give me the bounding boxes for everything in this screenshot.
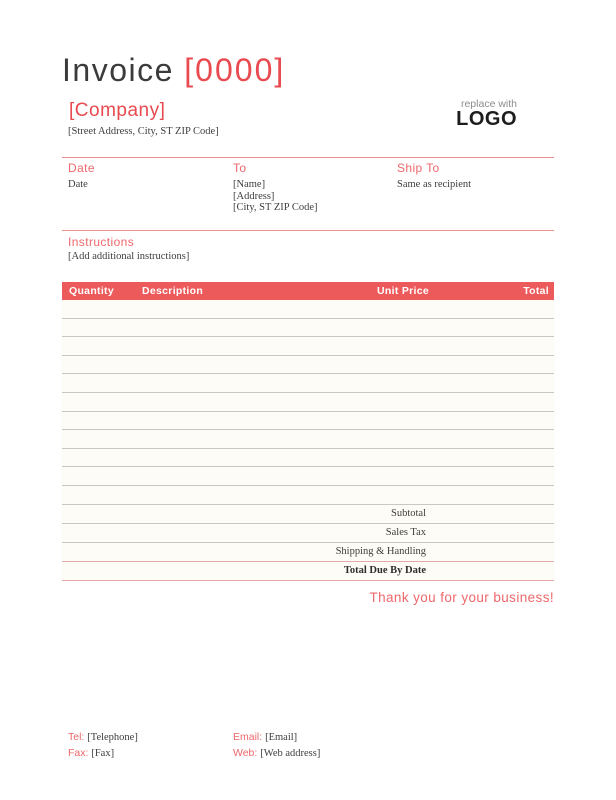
summary-label-subtotal: Subtotal	[390, 507, 426, 519]
company-name[interactable]: [Company]	[69, 100, 166, 121]
summary-label-sales-tax: Sales Tax	[385, 526, 426, 538]
summary-row-sales-tax[interactable]	[62, 524, 554, 543]
header-divider	[62, 157, 554, 158]
footer-web-line	[233, 746, 320, 762]
item-row[interactable]	[62, 430, 554, 449]
ship-to-section	[397, 161, 557, 191]
column-header-description: Description	[142, 285, 204, 297]
item-row[interactable]	[62, 393, 554, 412]
logo-replace-text: replace with	[460, 98, 517, 110]
instructions-label: Instructions	[68, 235, 135, 249]
footer-fax-line	[68, 746, 138, 762]
footer-contact-right	[233, 730, 320, 761]
column-header-quantity: Quantity	[69, 285, 114, 297]
date-value[interactable]: Date	[68, 179, 88, 190]
to-label: To	[233, 161, 247, 175]
item-row[interactable]	[62, 486, 554, 505]
company-address[interactable]: [Street Address, City, ST ZIP Code]	[68, 126, 219, 137]
invoice-number[interactable]: [0000]	[184, 52, 286, 88]
meta-divider	[62, 230, 554, 231]
items-table-header	[62, 282, 554, 300]
fax-value[interactable]: [Fax]	[91, 747, 115, 759]
summary-label-shipping-handling: Shipping & Handling	[335, 545, 426, 557]
footer-email-line	[233, 730, 320, 746]
ship-to-value[interactable]: Same as recipient	[397, 179, 472, 190]
footer-tel-line	[68, 730, 138, 746]
item-row[interactable]	[62, 356, 554, 375]
footer-contact-left	[68, 730, 138, 761]
items-rows	[62, 300, 554, 581]
email-label: Email:	[233, 731, 263, 743]
item-row[interactable]	[62, 449, 554, 468]
items-table	[62, 282, 554, 581]
tel-label: Tel:	[68, 731, 85, 743]
logo-placeholder[interactable]	[456, 98, 517, 128]
item-row[interactable]	[62, 412, 554, 431]
thank-you-note: Thank you for your business!	[369, 590, 554, 605]
web-value[interactable]: [Web address]	[260, 747, 321, 759]
fax-label: Fax:	[68, 746, 89, 759]
to-address[interactable]: [Address]	[233, 190, 275, 202]
summary-row-total-due-by-date[interactable]	[62, 562, 554, 581]
item-row[interactable]	[62, 374, 554, 393]
item-row[interactable]	[62, 319, 554, 338]
logo-text: LOGO	[456, 108, 517, 130]
summary-label-total-due-by-date: Total Due By Date	[343, 564, 426, 576]
to-name[interactable]: [Name]	[233, 179, 266, 190]
item-row[interactable]	[62, 300, 554, 319]
email-value[interactable]: [Email]	[265, 732, 298, 743]
summary-row-shipping-handling[interactable]	[62, 543, 554, 562]
date-section	[68, 161, 228, 191]
instructions-placeholder[interactable]: [Add additional instructions]	[68, 251, 190, 262]
invoice-title-text: Invoice	[62, 52, 174, 88]
to-city-state-zip[interactable]: [City, ST ZIP Code]	[233, 202, 318, 214]
date-label: Date	[68, 161, 95, 175]
ship-to-label: Ship To	[397, 161, 440, 175]
item-row[interactable]	[62, 337, 554, 356]
column-header-unit-price: Unit Price	[377, 285, 430, 297]
item-row[interactable]	[62, 467, 554, 486]
column-header-total: Total	[523, 285, 549, 297]
page-title	[62, 54, 285, 88]
summary-row-subtotal[interactable]	[62, 505, 554, 524]
tel-value[interactable]: [Telephone]	[87, 732, 138, 743]
to-section	[233, 161, 393, 214]
web-label: Web:	[233, 746, 258, 759]
